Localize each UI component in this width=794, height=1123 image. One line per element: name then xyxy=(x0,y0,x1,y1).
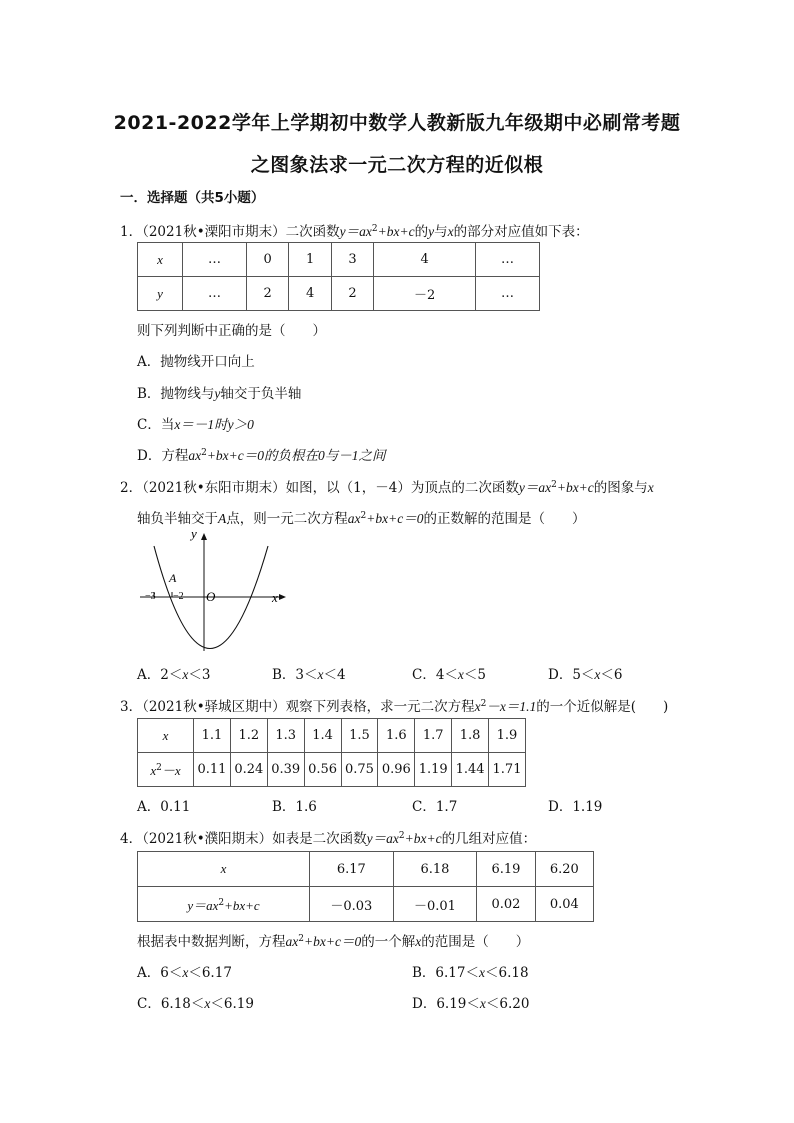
table-cell: 0.02 xyxy=(477,887,535,922)
table-row xyxy=(138,887,594,922)
table-cell: 6.20 xyxy=(535,852,593,887)
option-var: x xyxy=(204,996,211,1011)
table-cell: 0 xyxy=(246,243,288,277)
q3-table xyxy=(137,718,526,787)
table-cell: 1 xyxy=(289,243,331,277)
table-cell: x xyxy=(138,719,194,753)
table-cell: 2 xyxy=(331,277,373,311)
table-cell: 0.96 xyxy=(378,753,415,787)
sup-2: 2 xyxy=(480,699,487,709)
option-text: D．5＜ xyxy=(548,667,595,683)
q1-stem xyxy=(120,220,589,240)
title-line-2: 之图象法求一元二次方程的近似根 xyxy=(250,154,544,176)
q1-text: 与 xyxy=(434,224,448,240)
q4-text: 的范围是（ ） xyxy=(421,934,530,950)
q4-function: y＝ax xyxy=(366,831,399,846)
q2-text: 点，则一元二次方程 xyxy=(226,511,348,527)
sup-2: 2 xyxy=(371,224,378,234)
table-cell: 0.11 xyxy=(194,753,231,787)
q2-function-tail: +bx+c xyxy=(556,480,594,495)
q3-option-b[interactable]: B．1.6 xyxy=(272,799,317,815)
q3-equation-tail: －x＝1.1 xyxy=(486,699,537,714)
q4-option-c[interactable] xyxy=(137,992,254,1012)
q2-stem-line-1 xyxy=(120,476,654,496)
q1-prompt: 则下列判断中正确的是（ ） xyxy=(137,323,326,339)
option-expr: +bx+c＝0的负根在0与－1之间 xyxy=(206,448,386,463)
table-cell: 1.4 xyxy=(304,719,341,753)
q1-option-b[interactable] xyxy=(137,382,301,402)
table-cell: 2 xyxy=(246,277,288,311)
table-cell: … xyxy=(476,277,540,311)
q4-text: 根据表中数据判断，方程 xyxy=(137,934,286,950)
q2-text: 轴负半轴交于 xyxy=(137,511,218,527)
title-line-1: 2021-2022学年上学期初中数学人教新版九年级期中必刷常考题 xyxy=(113,112,681,134)
option-text: C．6.18＜ xyxy=(137,996,205,1012)
table-cell: 1.19 xyxy=(415,753,452,787)
q3-option-d[interactable]: D．1.19 xyxy=(548,799,603,815)
cell-var: y＝ax xyxy=(187,897,219,913)
origin-label: O xyxy=(206,589,216,604)
table-cell: 0.24 xyxy=(230,753,267,787)
q2-number: 2． xyxy=(120,480,143,496)
table-row xyxy=(138,277,540,311)
option-var: x xyxy=(594,667,601,682)
q1-table xyxy=(137,242,540,311)
q4-text: 如表是二次函数 xyxy=(272,831,367,847)
q1-function: y＝ax xyxy=(339,224,372,239)
option-var: x xyxy=(478,965,485,980)
table-cell: 0.04 xyxy=(535,887,593,922)
q1-text: 的 xyxy=(414,224,429,240)
table-cell: … xyxy=(183,277,247,311)
table-cell: … xyxy=(183,243,247,277)
sup-2: 2 xyxy=(201,448,207,458)
table-cell: 6.18 xyxy=(393,852,477,887)
option-text: D．6.19＜ xyxy=(412,996,480,1012)
table-cell: 1.7 xyxy=(415,719,452,753)
option-expr: y＞0 xyxy=(227,417,254,432)
q1-text: 二次函数 xyxy=(285,224,340,240)
q3-source: （2021秋•驿城区期中） xyxy=(142,699,286,715)
q4-option-a[interactable] xyxy=(137,961,232,981)
q1-source: （2021秋•溧阳市期末） xyxy=(142,224,286,240)
sup-2: 2 xyxy=(298,934,304,944)
option-text: 轴交于负半轴 xyxy=(220,386,302,402)
table-cell: 4 xyxy=(374,243,476,277)
option-text: ＜5 xyxy=(463,667,487,683)
y-axis-label: y xyxy=(191,526,197,541)
table-cell: －0.01 xyxy=(393,887,477,922)
q2-text: 如图，以（1，－4）为顶点的二次函数 xyxy=(285,480,519,496)
tick-label-minus-2: −2 xyxy=(173,591,184,602)
option-text: B．3＜ xyxy=(272,667,318,683)
table-cell: x xyxy=(138,852,310,887)
cell-var: +bx+c xyxy=(224,897,260,913)
q1-option-d[interactable] xyxy=(137,444,386,464)
option-text: ＜6 xyxy=(600,667,623,683)
table-cell: 1.6 xyxy=(378,719,415,753)
q2-point: A xyxy=(218,511,227,526)
section-heading: 一．选择题（共5小题） xyxy=(120,190,265,206)
sup-2: 2 xyxy=(551,480,557,490)
q1-option-a[interactable]: A．抛物线开口向上 xyxy=(137,354,255,370)
table-cell: －0.03 xyxy=(310,887,394,922)
table-cell: 1.5 xyxy=(341,719,378,753)
q4-text: 的几组对应值： xyxy=(441,831,537,847)
option-text: ＜6.20 xyxy=(485,996,530,1012)
table-cell: 1.8 xyxy=(452,719,489,753)
table-cell: 1.71 xyxy=(489,753,526,787)
q4-equation: ax xyxy=(285,934,299,949)
table-cell: x xyxy=(138,243,183,277)
table-row xyxy=(138,243,540,277)
table-cell: 1.44 xyxy=(452,753,489,787)
q1-var: y xyxy=(428,224,435,239)
option-text: ＜4 xyxy=(323,667,346,683)
option-expr: x＝－1时 xyxy=(174,417,228,432)
table-cell: 6.17 xyxy=(310,852,394,887)
option-text: ＜3 xyxy=(188,667,211,683)
q3-text: 观察下列表格，求一元二次方程 xyxy=(285,699,475,715)
table-cell: 1.3 xyxy=(267,719,304,753)
x-axis-arrow xyxy=(279,594,286,600)
sup-2: 2 xyxy=(360,511,367,521)
q2-equation-tail: +bx+c＝0 xyxy=(366,511,424,526)
sup-2: 2 xyxy=(398,831,405,841)
option-text: ＜6.18 xyxy=(484,965,529,981)
q2-option-b[interactable] xyxy=(272,663,346,683)
table-cell: 0.56 xyxy=(304,753,341,787)
table-cell: 4 xyxy=(289,277,331,311)
q4-option-b[interactable] xyxy=(412,961,529,981)
q2-text: 的图象与 xyxy=(593,480,648,496)
q3-option-a[interactable]: A．0.11 xyxy=(137,799,191,815)
q2-source: （2021秋•东阳市期末） xyxy=(142,480,286,496)
tick-label-minus-3: −3 xyxy=(145,591,156,602)
table-cell: … xyxy=(476,243,540,277)
q4-number: 4． xyxy=(120,831,143,847)
table-cell: 6.19 xyxy=(477,852,535,887)
q3-text: 的一个近似解是( ) xyxy=(536,699,669,715)
option-var: y xyxy=(214,386,221,401)
q2-option-c[interactable] xyxy=(412,663,486,683)
option-text: ＜6.19 xyxy=(210,996,254,1012)
option-text: C．当 xyxy=(137,417,175,433)
q2-option-a[interactable] xyxy=(137,663,210,683)
table-cell: 3 xyxy=(331,243,373,277)
table-cell: 1.9 xyxy=(489,719,526,753)
q2-parabola-figure xyxy=(140,526,290,656)
q3-equation: x xyxy=(474,699,481,714)
sup-2: 2 xyxy=(218,897,225,908)
q1-function-tail: +bx+c xyxy=(377,224,415,239)
option-text: A．2＜ xyxy=(137,667,183,683)
table-row xyxy=(138,852,594,887)
option-text: C．4＜ xyxy=(412,667,458,683)
option-text: A．6＜ xyxy=(137,965,183,981)
option-var: x xyxy=(457,667,464,682)
option-text: B．6.17＜ xyxy=(412,965,479,981)
q3-stem xyxy=(120,695,668,715)
q4-stem xyxy=(120,827,536,847)
cell-var: x xyxy=(150,763,157,778)
table-cell xyxy=(138,887,310,922)
option-text: D．方程 xyxy=(137,448,189,464)
option-var: x xyxy=(479,996,486,1011)
q2-function: y＝ax xyxy=(518,480,552,495)
table-cell xyxy=(138,753,194,787)
q4-source: （2021秋•濮阳期末） xyxy=(142,831,273,847)
table-row xyxy=(138,753,526,787)
q2-option-d[interactable] xyxy=(548,663,623,683)
q4-option-d[interactable] xyxy=(412,992,529,1012)
q1-var: x xyxy=(447,224,454,239)
x-axis-label: x xyxy=(272,590,278,605)
q1-option-c[interactable] xyxy=(137,413,254,433)
point-a-label: A xyxy=(169,571,177,585)
table-cell: 0.39 xyxy=(267,753,304,787)
q3-option-c[interactable]: C．1.7 xyxy=(412,799,458,815)
table-cell: 1.1 xyxy=(194,719,231,753)
option-text: ＜6.17 xyxy=(188,965,232,981)
q4-equation-tail: +bx+c＝0 xyxy=(303,934,362,949)
option-var: x xyxy=(182,965,189,980)
table-cell: y xyxy=(138,277,183,311)
option-var: x xyxy=(182,667,189,682)
cell-var: －x xyxy=(161,763,181,778)
q2-var: x xyxy=(647,480,654,495)
option-expr: ax xyxy=(188,448,202,463)
q3-number: 3． xyxy=(120,699,143,715)
q4-table xyxy=(137,851,594,922)
q2-stem-line-2 xyxy=(137,507,585,527)
q2-equation: ax xyxy=(347,511,361,526)
table-cell: 1.2 xyxy=(230,719,267,753)
y-axis-arrow xyxy=(201,533,207,540)
option-text: B．抛物线与 xyxy=(137,386,215,402)
q4-var: x xyxy=(415,934,422,949)
table-row xyxy=(138,719,526,753)
table-cell: 0.75 xyxy=(341,753,378,787)
q4-text: 的一个解 xyxy=(361,934,416,950)
table-cell: －2 xyxy=(374,277,476,311)
q1-text: 的部分对应值如下表： xyxy=(453,224,589,240)
q4-function-tail: +bx+c xyxy=(404,831,442,846)
sup-2: 2 xyxy=(156,763,162,773)
q4-prompt xyxy=(137,930,529,950)
q2-text: 的正数解的范围是（ ） xyxy=(423,511,586,527)
q1-number: 1． xyxy=(120,224,143,240)
option-var: x xyxy=(317,667,324,682)
